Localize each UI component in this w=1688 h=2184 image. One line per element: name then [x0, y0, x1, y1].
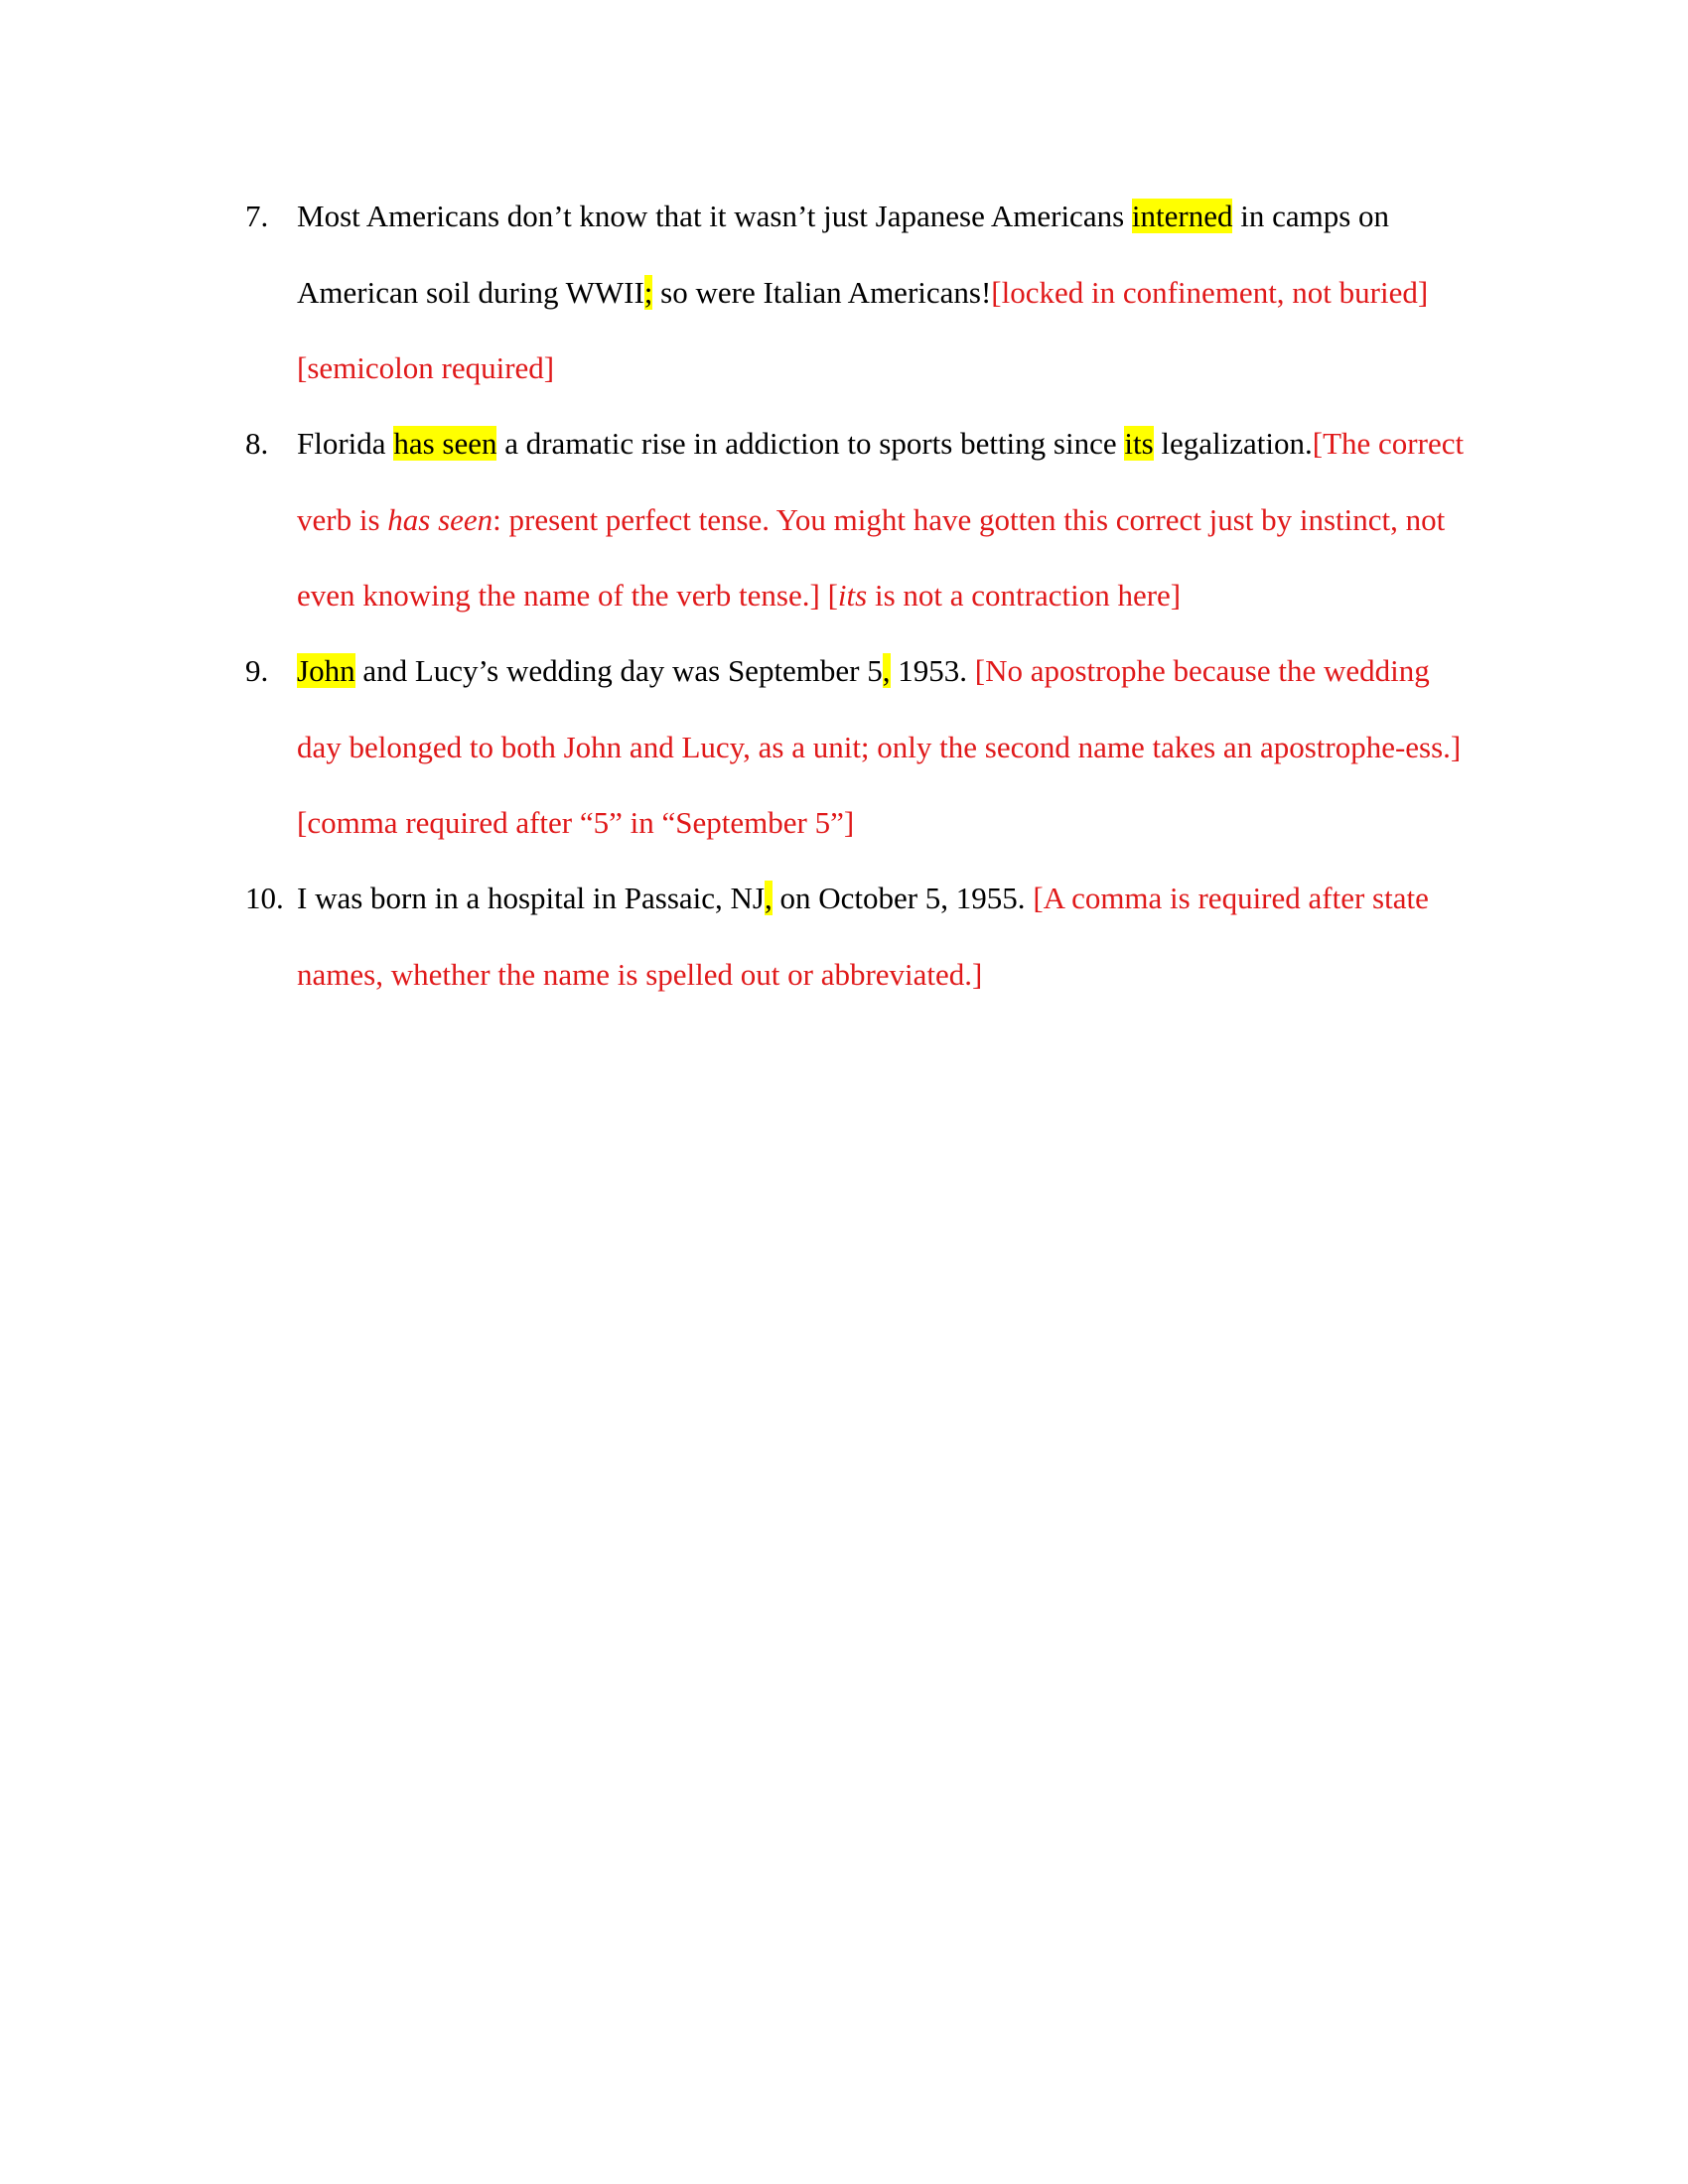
item-text: [297, 406, 1477, 634]
correction-note: [A comma is required after state names, whether the name is spelled out or abbreviated.]: [297, 881, 1429, 992]
highlighted-word: interned: [1131, 199, 1233, 233]
sentence-text: in camps on American soil during WWII: [297, 199, 1390, 310]
sentence-text: Most Americans don’t know that it wasn’t just Japanese Americans: [297, 199, 1132, 233]
item-number: 9.: [245, 653, 269, 688]
correction-note: [locked in confinement, not buried] [semicolon required]: [297, 274, 1429, 385]
highlighted-punctuation: ;: [643, 274, 653, 310]
item-text: [297, 633, 1477, 862]
sentence-text: I was born in a hospital in Passaic, NJ: [297, 881, 765, 915]
sentence-text: and Lucy’s wedding day was September 5: [354, 653, 883, 688]
list-item-7: [245, 179, 1477, 407]
correction-note-italic: its: [837, 578, 868, 613]
list-item-9: [245, 633, 1477, 862]
item-number: 10.: [245, 881, 284, 915]
item-text: [297, 179, 1477, 407]
correction-note: [The correct verb is: [297, 426, 1465, 537]
correction-note-italic: has seen: [387, 501, 493, 537]
correction-note: : present perfect tense. You might have gotten this correct just by instinct, not even knowing the name of the verb tense.] [: [297, 501, 1446, 613]
sentence-text: Florida: [297, 426, 394, 461]
list-item-10: [245, 861, 1477, 1013]
list-item-8: [245, 406, 1477, 634]
correction-note: [No apostrophe because the wedding day belonged to both John and Lucy, as a unit; only the second name takes an apostrophe-ess.] [comma required after “5” in “September 5”]: [297, 653, 1462, 840]
correction-note: is not a contraction here]: [867, 578, 1182, 613]
sentence-text: a dramatic rise in addiction to sports betting since: [496, 426, 1125, 461]
highlighted-word: its: [1124, 426, 1154, 461]
item-text: [297, 861, 1477, 1013]
sentence-text: on October 5, 1955.: [772, 881, 1034, 915]
sentence-text: so were Italian Americans!: [652, 274, 992, 310]
item-number: 7.: [245, 199, 269, 233]
highlighted-word: has seen: [393, 426, 497, 461]
item-number: 8.: [245, 426, 269, 461]
highlighted-punctuation: ,: [882, 653, 891, 688]
highlighted-punctuation: ,: [764, 881, 773, 915]
sentence-text: legalization.: [1153, 426, 1313, 461]
highlighted-word: John: [297, 653, 355, 688]
sentence-text: 1953.: [890, 653, 975, 688]
